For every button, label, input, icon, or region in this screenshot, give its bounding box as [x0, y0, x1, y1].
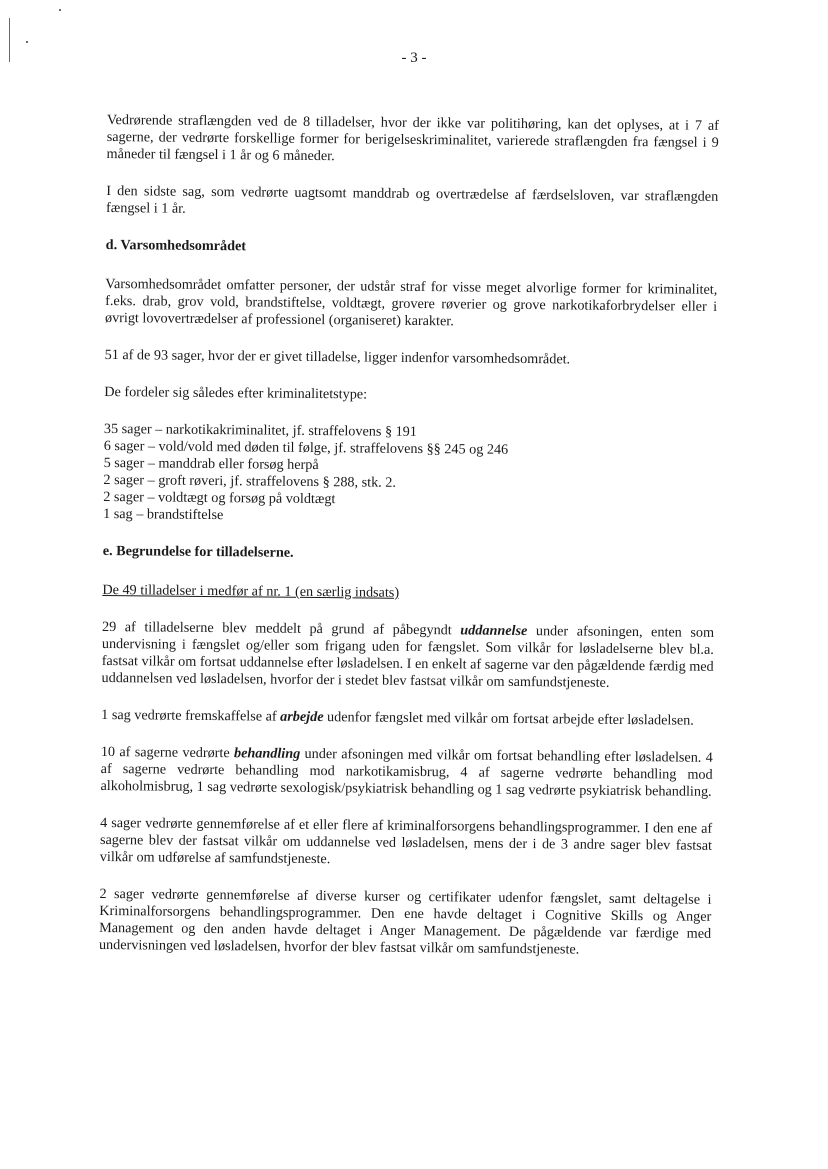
paragraph — [101, 707, 713, 730]
list-item: 35 sager – narkotikakriminalitet, jf. straffelovens § 191 — [103, 420, 417, 440]
text-run: 29 af tilladelserne blev meddelt på grund af påbegyndt — [101, 618, 461, 639]
crime-type-list — [103, 421, 716, 529]
list-item: 6 sager – vold/vold med døden til følge, jf. straffelovens §§ 245 og 246 — [103, 437, 509, 458]
paragraph: 2 sager vedrørte gennemførelse af diverse kurser og certifikater udenfor fængslet, samt deltagelse i Kriminalforsorgens behandlingsprogrammer. Den ene havde deltaget i Cognitive Skills og Anger Management og den anden havde deltaget i Anger Management. De pågældende var færdige med undervisningen ved løsladelsen, hvorfor der blev fastsat vilkår om samfundstjeneste. — [98, 885, 712, 958]
list-item: 2 sager – voldtægt og forsøg på voldtægt — [103, 488, 336, 508]
emphasis: arbejde — [280, 708, 324, 726]
emphasis: uddannelse — [460, 622, 528, 640]
paragraph: Vedrørende straflængden ved de 8 tilladelser, hvor der ikke var politihøring, kan det oplyses, at i 7 af sagerne, der vedrørte forskellige former for berigelseskriminalitet, varierede straflængden fra fængsel i 9 måneder til fængsel i 1 år og 6 måneder. — [106, 112, 719, 165]
emphasis: behandling — [233, 745, 301, 762]
page-number: - 3 - — [401, 50, 427, 66]
text-run: udenfor fængslet med vilkår om fortsat arbejde efter løsladelsen. — [323, 709, 694, 729]
list-item: 2 sager – groft røveri, jf. straffelovens § 288, stk. 2. — [103, 471, 397, 491]
paragraph: Varsomhedsområdet omfatter personer, der udstår straf for visse meget alvorlige former for kriminalitet, f.eks. drab, grov vold, brandstiftelse, voldtægt, grovere røverier og grove narkotikaforbrydelser eller i øvrigt lovovertrædelser af professionel (organiseret) karakter. — [104, 275, 718, 330]
paragraph — [100, 744, 712, 801]
paragraph: 4 sager vedrørte gennemførelse af et eller flere af kriminalforsorgens behandlingsprogrammer. I den ene af sagerne blev der fastsat vilkår om uddannelse ved løsladelsen, mens der i de 3 andre sager blev fastsat vilkår om udførelse af samfundstjeneste. — [99, 814, 713, 868]
list-item: 5 sager – manddrab eller forsøg herpå — [103, 454, 319, 474]
scan-dot-mark — [26, 41, 28, 43]
section-heading: d. Varsomhedsområdet — [105, 236, 247, 255]
text-run: 10 af sagerne vedrørte — [100, 743, 235, 762]
paragraph: I den sidste sag, som vedrørte uagtsomt manddrab og overtrædelse af færdselsloven, var straflængden fængsel i 1 år. — [106, 182, 719, 217]
paragraph: 51 af de 93 sager, hvor der er givet tilladelse, ligger indenfor varsomhedsområdet. — [104, 346, 571, 368]
list-item: 1 sag – brandstiftelse — [103, 505, 224, 524]
document-body — [99, 112, 719, 980]
text-run: 1 sag vedrørte fremskaffelse af — [101, 706, 281, 725]
scan-dot-mark — [59, 9, 61, 11]
text-run: under afsoningen med vilkår om fortsat behandling efter løsladelsen. 4 af sagerne vedrørte behandling mod narkotikamisbrug, 4 af sagerne vedrørte behandling mod alkoholmisbrug, 1 sag vedrørte sexologisk/psykiatrisk behandling og 1 sag vedrørte psykiatrisk behandling. — [100, 745, 713, 800]
section-heading: e. Begrundelse for tilladelserne. — [102, 542, 294, 561]
text-run: under afsoningen, enten som undervisning i fængslet og/eller som frigang uden for fængslet. Som vilkår for løsladelserne blev bl.a. fastsat vilkår om fortsat uddannelse efter løsladelsen. I en enkelt af sagerne var den pågældende færdig med uddannelsen ved løsladelsen, hvorfor der i stedet blev fastsat vilkår om samfundstjeneste. — [101, 623, 715, 691]
sub-heading: De 49 tilladelser i medfør af nr. 1 (en særlig indsats) — [102, 581, 400, 601]
paragraph — [101, 619, 714, 693]
paragraph: De fordeler sig således efter kriminalitetstype: — [104, 383, 368, 403]
